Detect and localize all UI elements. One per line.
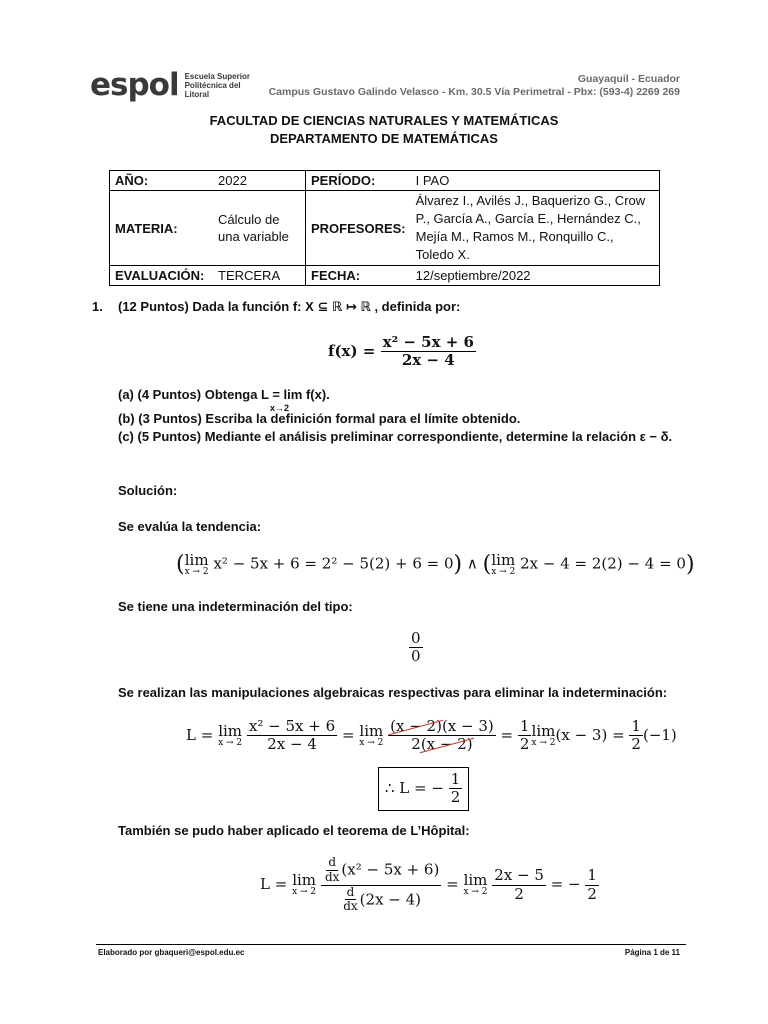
part-a-subscript: x→2 — [270, 403, 290, 413]
professors-value: Álvarez I., Avilés J., Baquerizo G., Crow P., García A., García E., Hernández C., Mejía M., Ramos M., Ronquillo C., Toledo X. — [411, 191, 660, 266]
result-numerator: 1 — [450, 770, 461, 788]
header-address: Campus Gustavo Galindo Velasco - Km. 30.5 Vía Perimetral - Pbx: (593-4) 2269 269 — [268, 86, 680, 98]
function-lhs: f(x) = — [328, 341, 376, 360]
part-c-label: (c) — [118, 429, 134, 444]
espol-logo — [90, 67, 265, 103]
lim-operator: lim x → 2 — [184, 550, 209, 577]
part-b — [118, 410, 520, 428]
lim-operator: lim x → 2 — [491, 550, 516, 577]
part-a-points: (4 Puntos) — [137, 387, 202, 402]
result-box — [378, 767, 469, 811]
year-value: 2022 — [213, 171, 306, 191]
result-denominator: 2 — [450, 788, 461, 807]
tendency-equation: ( lim x → 2 x² − 5x + 6 = 2² − 5(2) + 6 = 0) ∧ ( lim x → 2 2x − 4 = 2(2) − 4 = 0) — [176, 550, 695, 577]
footer-author: Elaborado por gbaqueri@espol.edu.ec — [98, 948, 245, 957]
logo-wordmark: espol — [90, 67, 179, 103]
function-fraction — [381, 334, 476, 370]
limit-manipulation: L = lim x → 2 $\frac{\text{x² − 5x + 6}}{2x - 4}$ = lim x → 2 $\frac{(x - 2)(x - 3)}{2(x - 2)}$ = $\frac{1}{2}$ lim x → 2 (x − 3) = $\frac{1}{2}$ (−1) — [186, 717, 677, 754]
function-denominator: 2x − 4 — [401, 351, 455, 370]
year-label: AÑO: — [110, 171, 214, 191]
department-title: DEPARTAMENTO DE MATEMÁTICAS — [270, 131, 498, 146]
part-b-text: Escriba la definición formal para el límite obtenido. — [205, 411, 521, 426]
part-c — [118, 428, 680, 446]
part-c-points: (5 Puntos) — [137, 429, 202, 444]
indeterminate-intro: Se tiene una indeterminación del tipo: — [118, 599, 353, 614]
header-city: Guayaquil - Ecuador — [577, 73, 680, 85]
date-label: FECHA: — [306, 266, 411, 286]
part-a-label: (a) — [118, 387, 134, 402]
subject-label: MATERIA: — [110, 191, 214, 266]
indeterminate-denominator: 0 — [411, 647, 421, 666]
logo-subtitle: Escuela Superior Politécnica del Litoral — [184, 72, 250, 99]
tendency-intro: Se evalúa la tendencia: — [118, 519, 262, 534]
lhopital-intro: También se pudo haber aplicado el teorema de L’Hôpital: — [118, 823, 470, 838]
date-value: 12/septiembre/2022 — [411, 266, 660, 286]
footer-divider — [96, 944, 686, 945]
evaluation-label: EVALUACIÓN: — [110, 266, 214, 286]
problem-text: Dada la función f: X ⊆ ℝ ↦ ℝ , definida por: — [192, 299, 461, 314]
tendency-left: x² − 5x + 6 = 2² − 5(2) + 6 = 0 — [213, 554, 454, 573]
manipulation-intro: Se realizan las manipulaciones algebraicas respectivas para eliminar la indeterminación: — [118, 685, 668, 700]
part-a-text: Obtenga L = lim f(x). — [204, 387, 330, 402]
problem-points: (12 Puntos) — [118, 299, 189, 314]
header-contact — [269, 73, 680, 98]
tendency-right: 2x − 4 = 2(2) − 4 = 0 — [520, 554, 686, 573]
problem-number: 1. — [92, 299, 103, 314]
part-a — [118, 386, 330, 404]
period-label: PERÍODO: — [306, 171, 411, 191]
function-definition — [328, 334, 476, 370]
subject-value: Cálculo de una variable — [213, 191, 306, 266]
problem-statement — [118, 298, 678, 316]
exam-info-table — [109, 170, 660, 286]
result-text: ∴ L = − — [385, 778, 444, 797]
part-b-points: (3 Puntos) — [138, 411, 202, 426]
part-b-label: (b) — [118, 411, 135, 426]
footer-page: Página 1 de 11 — [624, 948, 680, 957]
part-c-text: Mediante el análisis preliminar correspondiente, determine la relación ε − δ. — [204, 429, 673, 444]
function-numerator: x² − 5x + 6 — [382, 333, 474, 351]
faculty-title: FACULTAD DE CIENCIAS NATURALES Y MATEMÁTICAS — [209, 113, 559, 128]
evaluation-value: TERCERA — [213, 266, 306, 286]
professors-label: PROFESORES: — [306, 191, 411, 266]
lhopital-equation: L = lim x → 2 $\frac{d}{dx}$ (x² − 5x + 6) $\frac{d}{dx}$ (2x − 4) = lim x → 2 $\frac{2x - 5}{2}$ = − $\frac{1}{2}$ — [260, 855, 597, 914]
indeterminate-form — [409, 630, 423, 666]
indeterminate-numerator: 0 — [411, 629, 421, 647]
solution-heading: Solución: — [118, 483, 178, 498]
period-value: I PAO — [411, 171, 660, 191]
